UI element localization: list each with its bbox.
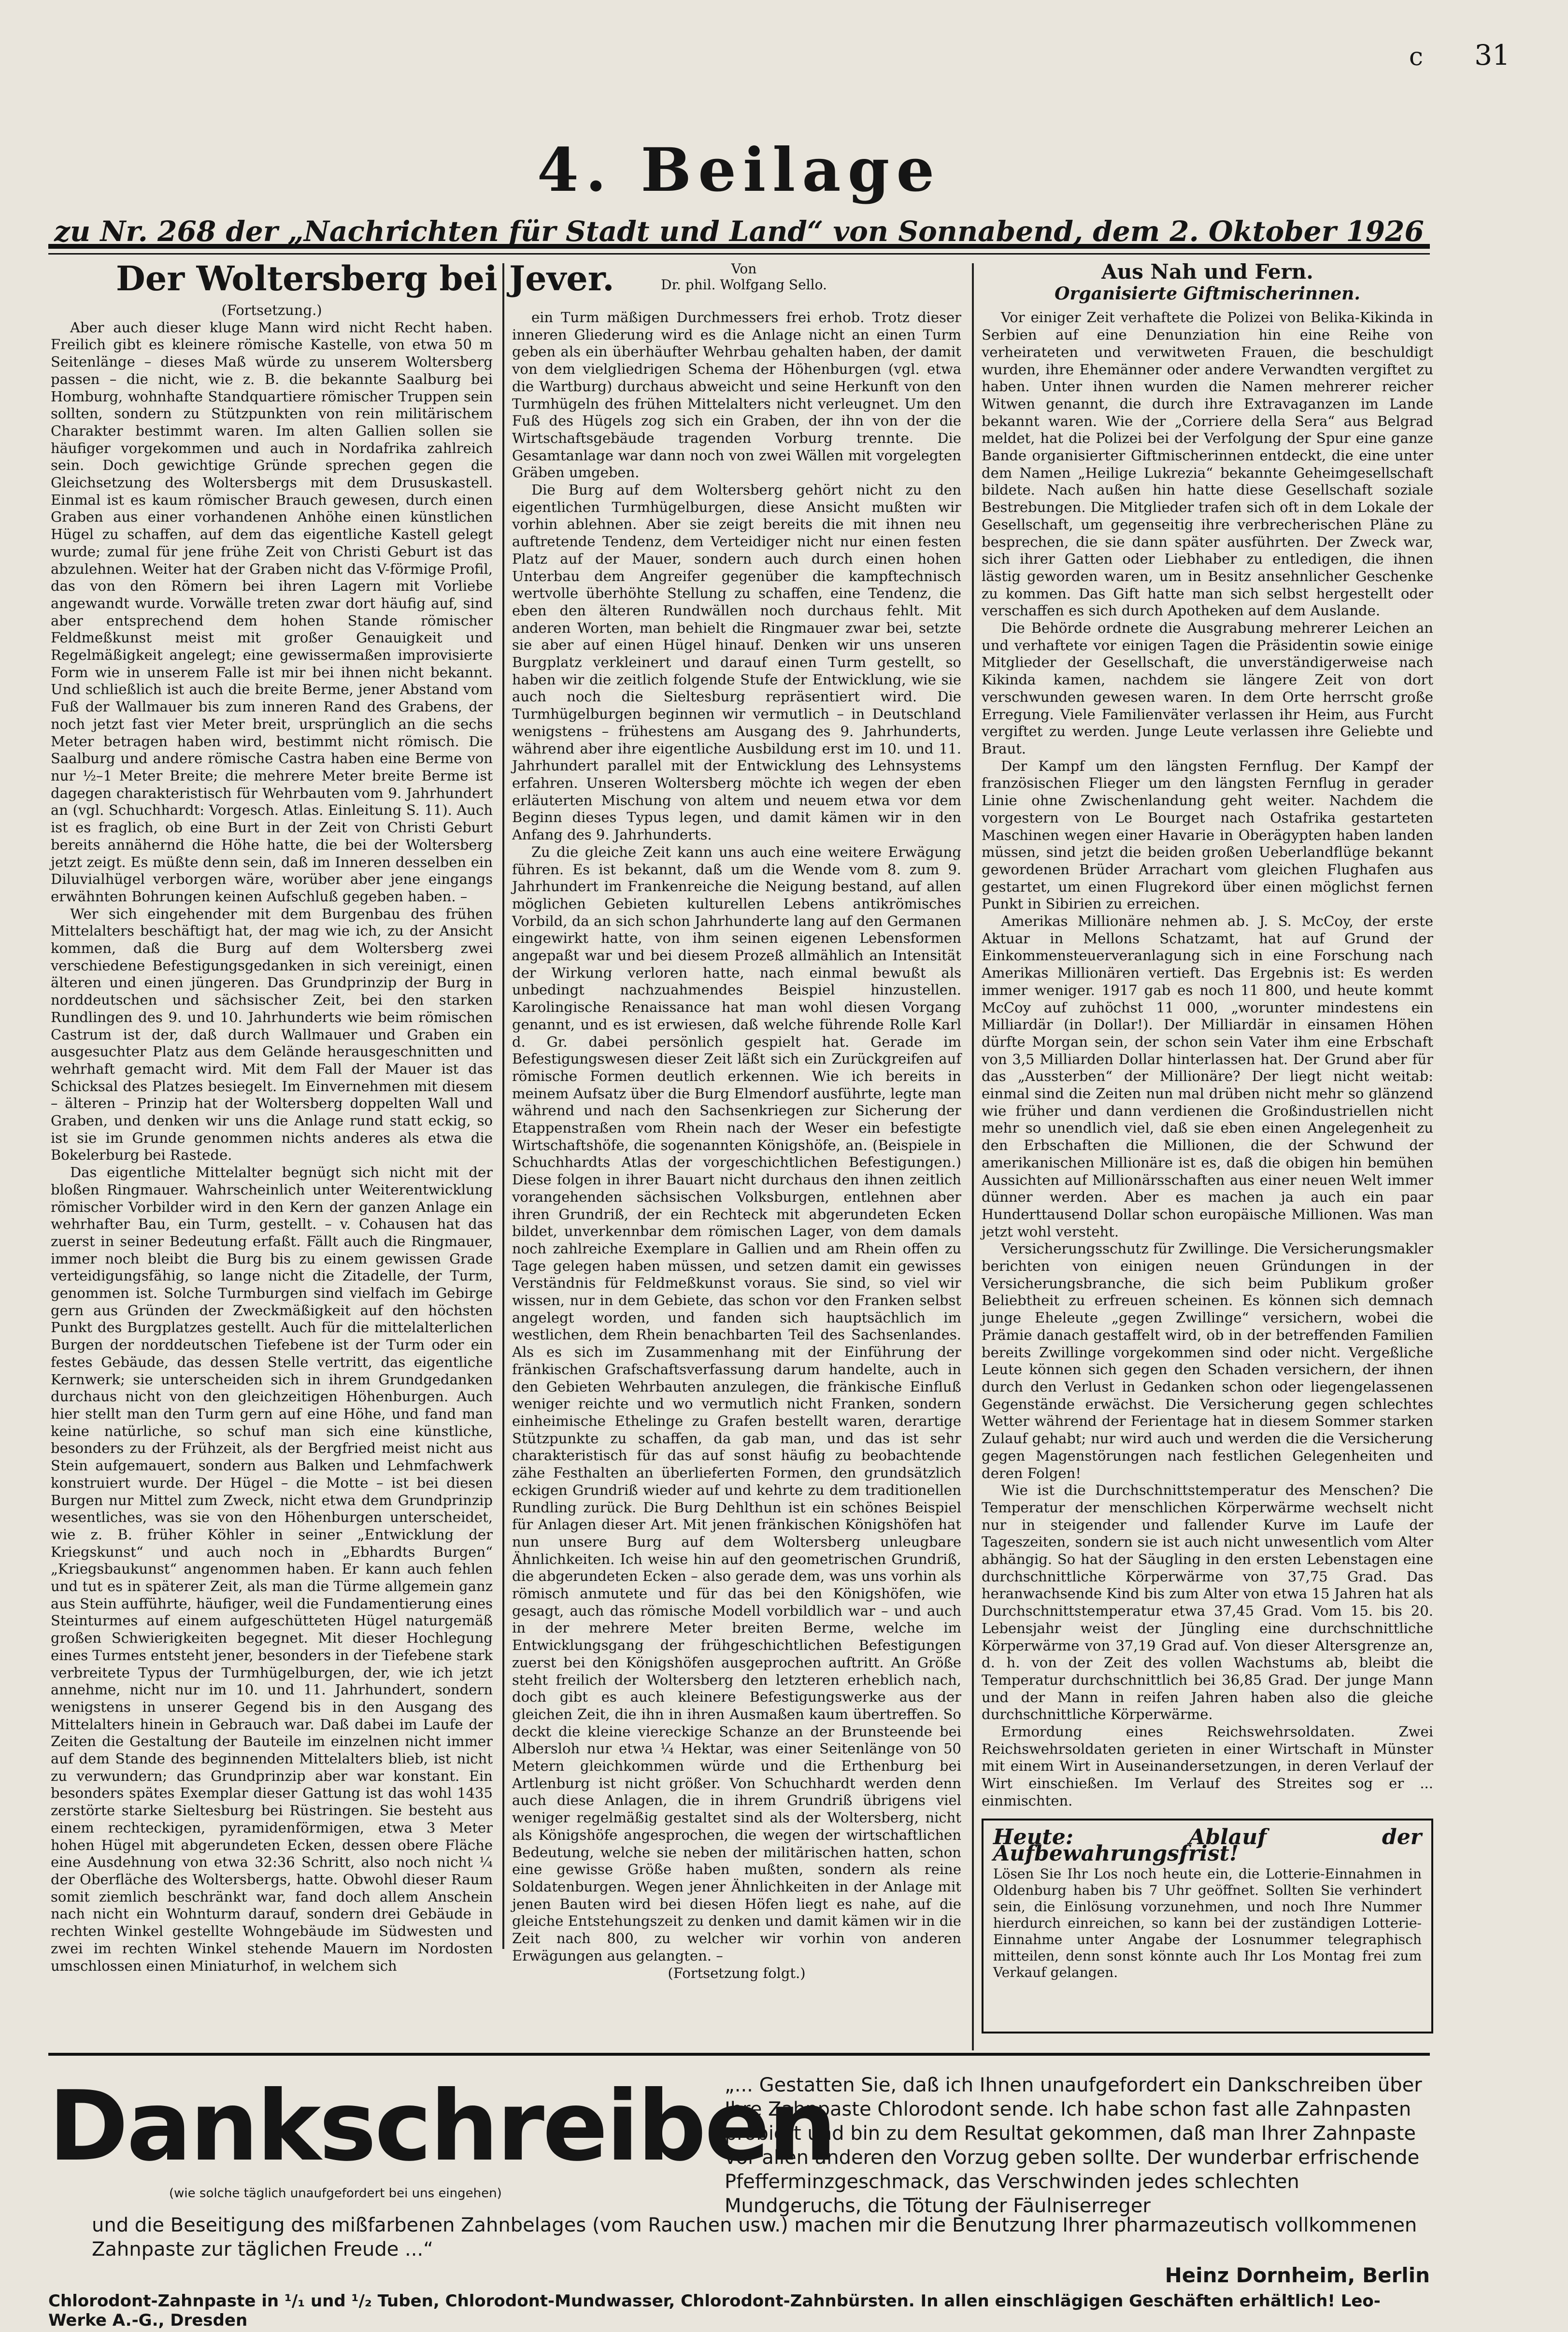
article-paragraph: Zu die gleiche Zeit kann uns auch eine weitere Erwägung führen. Es ist bekannt, daß um die Wende vom 8. zum 9. Jahrhundert im Frankenreiche die Neigung bestand, auf allen möglichen Gebieten kulturellen Lebens antikrömisches Vorbild, da an sich schon Jahrhunderte lang auf den Germanen eingewirkt hatte, von ihm seinen eigenen Lebensformen angepaßt war und bei diesem Prozeß allmählich an Intensität der Wirkung verloren hatte, nach einmal bewußt als unbedingt nachzuahmendes Beispiel hinzustellen. Karolingische Renaissance hat man wohl diesen Vorgang genannt, und es ist erwiesen, daß welche führende Rolle Karl d. Gr. dabei persönlich gespielt hat. Gerade im Befestigungswesen dieser Zeit läßt sich ein Zurückgreifen auf römische Formen deutlich erkennen. Wie ich bereits in meinem Aufsatz über die Burg Elmendorf ausführte, legte man während und nach den Sachsenkriegen zur Sicherung der Etappenstraßen vom Rhein nach der Weser ein befestigte Wirtschaftshöfe, die sogenannten Königshöfe, an. (Beispiele in Schuchhardts Atlas der vorgeschichtlichen Befestigungen.) Diese folgen in ihrer Bauart nicht durchaus den ihnen zeitlich vorangehenden sächsischen Volksburgen, entlehnen aber ihren Grundriß, der ein Rechteck mit abgerundeten Ecken bildet, unverkennbar dem römischen Lager, von dem damals noch zahlreiche Exemplare in Gallien und am Rhein offen zu Tage gelegen haben müssen, und setzen damit ein gewisses Verständnis für Feldmeßkunst voraus. Sie sind, so viel wir wissen, nur in dem Gebiete, das schon vor den Franken selbst angelegt worden, und fanden sich hauptsächlich im westlichen, dem Rhein benachbarten Teil des Sachsenlandes. Als es sich im Zusammenhang mit der Einführung der fränkischen Grafschaftsverfassung darum handelte, auch in den Gebieten Wehrbauten anzulegen, die fränkische Einfluß weniger reichte und wo vermutlich nicht Franken, sondern einheimische Ethelinge zu Grafen bestellt waren, derartige Stützpunkte zu schaffen, da gab man, und das ist sehr charakteristisch für das auf sonst häufig zu beobachtende zähe Festhalten an überlieferten Formen, den grundsätzlich eckigen Grundriß wieder auf und kehrte zu dem traditionellen Rundling zurück. Die Burg Dehlthun ist ein schönes Beispiel für Anlagen dieser Art. Mit jenen fränkischen Königshöfen hat nun unsere Burg auf dem Woltersberg unleugbare Ähnlichkeiten. Ich weise hin auf den geometrischen Grundriß, die abgerundeten Ecken – also gerade dem, was uns vorhin als römisch anmutete und für das bei den Königshöfen, wie gesagt, auch das römische Modell vorbildlich war – und auch in der mehrere Meter breiten Berme, welche im Entwicklungsgang der frühgeschichtlichen Befestigungen zuerst bei den Königshöfen ausgeprochen auftritt. An Größe steht freilich der Woltersberg den letzteren erheblich nach, doch gibt es auch kleinere Befestigungswerke aus der gleichen Zeit, die ihn in ihren Ausmaßen kaum übertreffen. So deckt die kleine viereckige Schanze an der Brunsteende bei Albersloh nur etwa ¼ Hektar, was einer Seitenlänge von 50 Metern gleichkommen würde und die Erthenburg bei Artlenburg ist nicht größer. Von Schuchhardt werden denn auch diese Anlagen, die in ihrem Grundriß übrigens viel weniger regelmäßig gestaltet sind als der Woltersberg, nicht als Königshöfe angesprochen, die wegen der wirtschaftlichen Bedeutung, welche sie neben der militärischen hatten, schon eine gewisse Größe haben mußten, sondern als reine Soldatenburgen. Wegen jener Ähnlichkeiten in der Anlage mit jenen Bauten wird bei diesen Höfen liegt es nahe, auf die gleiche Entstehungszeit zu denken und damit kämen wir in die Zeit nach 800, zu welcher wir vorhin von anderen Erwägungen aus gelangten. – — [512, 843, 961, 1964]
ad-testimonial-continued: und die Beseitigung des mißfarbenen Zahnbelages (vom Rauchen usw.) machen mir die Benutzung Ihrer pharmazeutisch vollkommenen Zahnpaste zur täglichen Freude ...“ — [92, 2214, 1417, 2261]
ad-signature: Heinz Dornheim, Berlin — [1165, 2263, 1430, 2287]
byline-author: Dr. phil. Wolfgang Sello. — [661, 277, 827, 293]
news-paragraph: Versicherungsschutz für Zwillinge. Die Versicherungsmakler berichten von einigen neuen Gründungen in der Versicherungsbranche, die sich beim Publikum großer Beliebtheit zu erfreuen scheinen. Es können sich demnach junge Eheleute „gegen Zwillinge“ versichern, wobei die Prämie danach gestaffelt wird, ob in der betreffenden Familien bereits Zwillinge vorgekommen sind oder nicht. Vergeßliche Leute können sich gegen den Schaden versichern, der ihnen durch den Verlust in Gedanken schon oder liegengelassenen Gegenstände erwächst. Die Versicherung gegen schlechtes Wetter während der Ferientage hat in diesem Sommer starken Zulauf gehabt; nur wird auch und werden die die Versicherung gegen Magenstörungen nach festlichen Gelegenheiten und deren Folgen! — [982, 1240, 1433, 1481]
article-paragraph: ein Turm mäßigen Durchmessers frei erhob. Trotz dieser inneren Gliederung wird es die Anlage nicht an einen Turm geben als ein überhäufter Wehrbau gehalten haben, der damit von dem vielgliedrigen Schema der Höhenburgen (vgl. etwa die Wartburg) durchaus abweicht und seine Herkunft von den Turmhügeln des frühen Mittelalters nicht verleugnet. Um den Fuß des Hügels zog sich ein Graben, der ihn von der die Wirtschaftsgebäude tragenden Vorburg trennte. Die Gesamtanlage war dann noch von zwei Wällen mit vorgelegten Gräben umgeben. — [512, 309, 961, 481]
article-byline — [618, 261, 870, 293]
news-paragraph: Die Behörde ordnete die Ausgrabung mehrerer Leichen an und verhaftete vor einigen Tagen die Präsidentin sowie einige Mitglieder der Gesellschaft, die unverständigerweise nach Kikinda kamen, nachdem sie längere Zeit von dort verschwunden gewesen waren. In dem Orte herrscht große Erregung. Viele Familienväter verlassen ihr Heim, aus Furcht vergiftet zu werden. Junge Leute verlassen ihre Geliebte und Braut. — [982, 620, 1433, 757]
news-subtitle: Organisierte Giftmischerinnen. — [1055, 283, 1360, 304]
news-paragraph: Der Kampf um den längsten Fernflug. Der Kampf der französischen Flieger um den längsten Fernflug in gerader Linie ohne Zwischenlandung geht weiter. Nachdem die vorgestern von Le Bourget nach Ostafrika gestarteten Maschinen wegen einer Havarie in Oberägypten haben landen müssen, sind jetzt die beiden großen Ueberlandflüge bekannt gewordenen Brüder Arrachart vom gleichen Flughafen aus gestartet, um einen Flugrekord über einen möglichst fernen Punkt in Sibirien zu erreichen. — [982, 757, 1433, 912]
article-paragraph: Wer sich eingehender mit dem Burgenbau des frühen Mittelalters beschäftigt hat, der mag wie ich, zu der Ansicht kommen, daß die Burg auf dem Woltersberg zwei verschiedene Befestigungsgedanken in sich vereinigt, einen älteren und einen jüngeren. Das Grundprinzip der Burg in norddeutschen und sächsischer Zeit, bei den starken Rundlingen des 9. und 10. Jahrhunderts wie beim römischen Castrum ist der, daß durch Wallmauer und Graben ein ausgesuchter Platz aus dem Gelände herausgeschnitten und wehrhaft gemacht wird. Mit dem Fall der Mauer ist das Schicksal des Platzes besiegelt. Im Einvernehmen mit diesem – älteren – Prinzip hat der Woltersberg doppelten Wall und Graben, und denken wir uns die Anlage rund statt eckig, so ist sie im Grunde genommen nichts anderes als etwa die Bokelerburg bei Rastede. — [51, 905, 493, 1164]
page-number: 31 — [1474, 39, 1510, 71]
news-column — [982, 260, 1433, 1810]
lottery-notice-text: Lösen Sie Ihr Los noch heute ein, die Lotterie-Einnahmen in Oldenburg haben bis 7 Uhr geöffnet. Sollten Sie verhindert sein, die Einlösung vorzunehmen, und noch Ihre Nummer hierdurch einreichen, so kann bei der zuständigen Lotterie-Einnahme unter Angabe der Losnummer telegraphisch mitteilen, denn sonst könnte auch Ihr Los Montag frei zum Verkauf gelangen. — [993, 1866, 1422, 1980]
news-paragraph: Ermordung eines Reichswehrsoldaten. Zwei Reichswehrsoldaten gerieten in einer Wirtschaft in Münster mit einem Wirt in Auseinandersetzungen, in deren Verlauf der Wirt einschießen. Im Verlauf des Streites sog er ... einmischten. — [982, 1723, 1433, 1809]
lottery-notice-box — [982, 1819, 1433, 2033]
corner-mark: c — [1409, 43, 1423, 71]
continued-note: (Fortsetzung.) — [221, 302, 322, 318]
article-title: Der Woltersberg bei Jever. — [116, 258, 614, 299]
lottery-notice-title: Heute: Ablauf der Aufbewahrungsfrist! — [993, 1825, 1422, 1866]
supplement-subtitle: zu Nr. 268 der „Nachrichten für Stadt und Land“ von Sonnabend, dem 2. Oktober 1926 — [54, 215, 1424, 248]
news-paragraph: Amerikas Millionäre nehmen ab. J. S. McCoy, der erste Aktuar in Mellons Schatzamt, hat auf Grund der Einkommensteuerveranlagung sich in eine Forschung nach Amerikas Millionären vertieft. Das Ergebnis ist: Es werden immer weniger. 1917 gab es noch 11 800, und heute kommt McCoy auf zuhöchst 11 000, „worunter mindestens ein Milliardär (in Dollar!). Der Milliardär in einsamen Höhen dürfte Morgan sein, der schon sein Vater ihm eine Erbschaft von 3,5 Milliarden Dollar hinterlassen hat. Der Grund aber für das „Aussterben“ der Millionäre? Der liegt nicht weitab: einmal sind die Zeiten nun mal drüben nicht mehr so glänzend wie früher und dann verdienen die Großindustriellen nicht mehr so unendlich viel, daß sie eben einen Angelegenheit zu den Erbschaften die Millionen, die der Schwund der amerikanischen Millionäre ist es, daß die obigen hin bemühen Aussichten auf Millionärsschaften aus einer neuen Welt immer dünner werden. Aber es machen ja auch ein paar Hunderttausend Dollar schon europäische Millionen. Was man jetzt wohl versteht. — [982, 913, 1433, 1240]
ad-headline: Dankschreiben — [48, 2070, 835, 2183]
masthead — [48, 135, 1430, 248]
article-column-2 — [512, 309, 961, 1982]
ad-footer: Chlorodont-Zahnpaste in ¹/₁ und ¹/₂ Tuben, Chlorodont-Mundwasser, Chlorodont-Zahnbürsten. In allen einschlägigen Geschäften erhältlich! Leo-Werke A.-G., Dresden — [48, 2291, 1381, 2330]
news-paragraph: Vor einiger Zeit verhaftete die Polizei von Belika-Kikinda in Serbien auf eine Denunziation hin eine Reihe von verheirateten und verwitweten Frauen, die beschuldigt wurden, ihre Ehemänner oder andere Verwandten vergiftet zu haben. Unter ihnen wurden die Namen mehrerer reicher Witwen genannt, die durch ihre Extravaganzen im Lande bekannt waren. Wie der „Corriere della Sera“ aus Belgrad meldet, hat die Polizei bei der Verfolgung der Spur eine ganze Bande organisierter Giftmischerinnen entdeckt, die eine unter dem Namen „Heilige Lukrezia“ bekannte Geheimgesellschaft bildete. Nach außen hin hatte diese Gesellschaft soziale Bestrebungen. Die Mitglieder trafen sich oft in dem Lokale der Gesellschaft, um gegenseitig ihre verbrecherischen Pläne zu besprechen, die sie dann später ausführten. Der Zweck war, sich ihrer Gatten oder Liebhaber zu entledigen, die ihnen lästig geworden waren, um in Besitz ansehnlicher Geschenke zu kommen. Das Gift hatte man sich selbst hergestellt oder verschaffen es sich durch Apotheken auf dem Auslande. — [982, 309, 1433, 619]
byline-von: Von — [731, 261, 757, 277]
article-paragraph: Aber auch dieser kluge Mann wird nicht Recht haben. Freilich gibt es kleinere römische Kastelle, von etwa 50 m Seitenlänge – dieses Maß würde zu unserem Woltersberg passen – die nicht, wie z. B. die bekannte Saalburg bei Homburg, wohnhafte Standquartiere römischer Truppen sein sollten, sondern zu Stützpunkten von rein militärischem Charakter bestimmt waren. Im alten Gallien sollen sie häufiger vorgekommen und auch in Nordafrika zahlreich sein. Doch gewichtige Gründe sprechen gegen die Gleichsetzung des Woltersbergs mit dem Drususkastell. Einmal ist es kaum römischer Brauch gewesen, durch einen Graben aus einer vorhandenen Anhöhe einen künstlichen Hügel zu schaffen, auf dem das eigentliche Kastell gelegt wurde; zumal für jene frühe Zeit von Christi Geburt ist das abzulehnen. Weiter hat der Graben nicht das V-förmige Profil, das von den Römern bei ihren Lagern mit Vorliebe angewandt wurde. Vorwälle treten zwar dort häufig auf, sind aber entsprechend dem hohen Stande römischer Feldmeßkunst meist mit großer Genauigkeit und Regelmäßigkeit angelegt; eine gewissermaßen improvisierte Form wie in unserem Falle ist mir bei ihnen nicht bekannt. Und schließlich ist auch die breite Berme, jener Abstand vom Fuß der Wallmauer bis zum inneren Rand des Grabens, der noch jetzt fast vier Meter breit, ursprünglich an die sechs Meter betragen haben wird, bestimmt nicht römisch. Die Saalburg und andere römische Castra haben eine Berme von nur ½–1 Meter Breite; die mehrere Meter breite Berme ist dagegen charakteristisch für Wehrbauten vom 9. Jahrhundert an (vgl. Schuchhardt: Vorgesch. Atlas. Einleitung S. 11). Auch ist es fraglich, ob eine Burt in der Zeit von Christi Geburt bereits annähernd die Höhe hatte, die bei der Woltersberg jetzt zeigt. Es müßte denn sein, daß im Inneren desselben ein Diluvialhügel verborgen wäre, worüber aber jene eingangs erwähnten Bohrungen keinen Aufschluß gegeben haben. – — [51, 319, 493, 905]
ad-note: (wie solche täglich unaufgefordert bei uns eingehen) — [169, 2186, 502, 2201]
article-paragraph: Das eigentliche Mittelalter begnügt sich nicht mit der bloßen Ringmauer. Wahrscheinlich unter Weiterentwicklung römischer Vorbilder wird in den Kern der ganzen Anlage ein wehrhafter Bau, ein Turm, gestellt. – v. Cohausen hat das zuerst in seiner Bedeutung erfaßt. Fällt auch die Ringmauer, immer noch bleibt die Burg bis zu einem gewissen Grade verteidigungsfähig, so lange nicht die Zitadelle, der Turm, genommen ist. Solche Turmburgen sind vielfach im Gebirge gern aus Gründen der Zweckmäßigkeit auf den höchsten Punkt des Burgplatzes gestellt. Auch für die mittelalterlichen Burgen der norddeutschen Tiefebene ist der Turm oder ein festes Gebäude, das dessen Stelle vertritt, das eigentliche Kernwerk; sie unterscheiden sich in ihrem Grundgedanken durchaus nicht von den gleichzeitigen Höhenburgen. Auch hier stellt man den Turm gern auf eine Höhe, und fand man keine natürliche, so schuf man sich eine künstliche, besonders zu der Frühzeit, als der Bergfried meist nicht aus Stein aufgemauert, sondern aus Balken und Lehmfachwerk konstruiert wurde. Der Hügel – die Motte – ist bei diesen Burgen nur Mittel zum Zweck, nicht etwa dem Grundprinzip wesentliches, was sie von den Höhenburgen unterscheidet, wie z. B. früher Köhler in seiner „Entwicklung der Kriegskunst“ und auch noch in „Ebhardts Burgen“ „Kriegsbaukunst“ angenommen haben. Er kann auch fehlen und tut es in späterer Zeit, als man die Türme allgemein ganz aus Stein aufführte, häufiger, weil die Fundamentierung eines Steinturmes auf einem aufgeschütteten Hügel naturgemäß großen Schwierigkeiten begegnet. Mit dieser Hochlegung eines Turmes entsteht jener, besonders in der Tiefebene stark verbreitete Typus der Turmhügelburgen, der, wie ich jetzt annehme, nicht nur im 10. und 11. Jahrhundert, sondern wenigstens in unserer Gegend bis in den Ausgang des Mittelalters hinein in Gebrauch war. Daß dabei im Laufe der Zeiten die Gestaltung der Bauteile im einzelnen nicht immer auf dem Stande des beginnenden Mittelalters blieb, ist nicht zu verwundern; das Grundprinzip aber war konstant. Ein besonders spätes Exemplar dieser Gattung ist das wohl 1435 zerstörte starke Sieltesburg bei Rüstringen. Sie besteht aus einem rechteckigen, pyramidenförmigen, etwa 3 Meter hohen Hügel mit abgerundeten Ecken, dessen obere Fläche eine Ausdehnung von etwa 32:36 Schritt, also noch nicht ¼ der Oberfläche des Woltersbergs, hatte. Obwohl dieser Raum somit ziemlich beschränkt war, fand doch allem Anschein nach nicht ein Wohnturm darauf, sondern drei Gebäude in rechten Winkel gestellte Wohngebäude im Südwesten und zwei im rechten Winkel stehende Mauern im Nordosten umschlossen einen Miniaturhof, in welchem sich — [51, 1164, 493, 1974]
chlorodont-advertisement — [48, 2053, 1430, 2330]
supplement-title: 4. Beilage — [537, 135, 941, 205]
header-rule-thin — [48, 253, 1430, 255]
column-divider — [972, 263, 974, 2050]
header-rule — [48, 244, 1430, 249]
news-paragraph: Wie ist die Durchschnittstemperatur des Menschen? Die Temperatur der menschlichen Körperwärme wechselt nicht nur in steigender und fallender Kurve im Laufe der Tageszeiten, sondern sie ist auch nicht unwesentlich vom Alter abhängig. So hat der Säugling in den ersten Lebenstagen eine durchschnittliche Körperwärme von 37,75 Grad. Das heranwachsende Kind bis zum Alter von etwa 15 Jahren hat als Durchschnittstemperatur etwa 37,45 Grad. Vom 15. bis 20. Lebensjahr weist der Jüngling eine durchschnittliche Körperwärme von 37,19 Grad auf. Von dieser Altersgrenze an, d. h. von der Zeit des vollen Wachstums ab, bleibt die Temperatur durchschnittlich bei 36,85 Grad. Der junge Mann und der Mann in reifen Jahren haben also die gleiche durchschnittliche Körperwärme. — [982, 1482, 1433, 1723]
column-divider — [502, 263, 504, 1949]
article-column-1 — [51, 302, 493, 1975]
continued-end: (Fortsetzung folgt.) — [668, 1964, 806, 1981]
ad-testimonial: „... Gestatten Sie, daß ich Ihnen unaufgefordert ein Dankschreiben über Ihre Zahnpaste Chlorodont sende. Ich habe schon fast alle Zahnpasten probiert und bin zu dem Resultat gekommen, daß man Ihrer Zahnpaste vor allen anderen den Vorzug geben sollte. Der wunderbar erfrischende Pfefferminzgeschmack, das Verschwinden jedes schlechten Mundgeruchs, die Tötung der Fäulniserreger — [725, 2074, 1422, 2217]
news-section-title: Aus Nah und Fern. — [1101, 260, 1313, 284]
article-paragraph: Die Burg auf dem Woltersberg gehört nicht zu den eigentlichen Turmhügelburgen, diese Ansicht mußten wir vorhin ablehnen. Aber sie zeigt bereits die mit ihnen neu auftretende Tendenz, dem Verteidiger nicht nur einen festen Platz auf der Mauer, sondern auch durch einen hohen Unterbau dem Angreifer gegenüber die kampftechnisch wertvolle überhöhte Stellung zu schaffen, eine Tendenz, die eben den älteren Rundwällen noch durchaus fehlt. Mit anderen Worten, man behielt die Ringmauer zwar bei, setzte sie aber auf einen Hügel hinauf. Denken wir uns unseren Burgplatz verkleinert und darauf einen Turm gestellt, so haben wir die zeitlich folgende Stufe der Entwicklung, wie sie auch noch die Sieltesburg repräsentiert wird. Die Turmhügelburgen beginnen wir vermutlich – in Deutschland wenigstens – frühestens am Ausgang des 9. Jahrhunderts, während aber ihre eigentliche Ausbildung erst im 10. und 11. Jahrhundert parallel mit der Entwicklung des Lehnsystems erfahren. Unseren Woltersberg möchte ich wegen der eben erläuterten Mischung von altem und neuem etwa vor dem Beginn dieses Typus legen, und damit kämen wir in den Anfang des 9. Jahrhunderts. — [512, 482, 961, 843]
